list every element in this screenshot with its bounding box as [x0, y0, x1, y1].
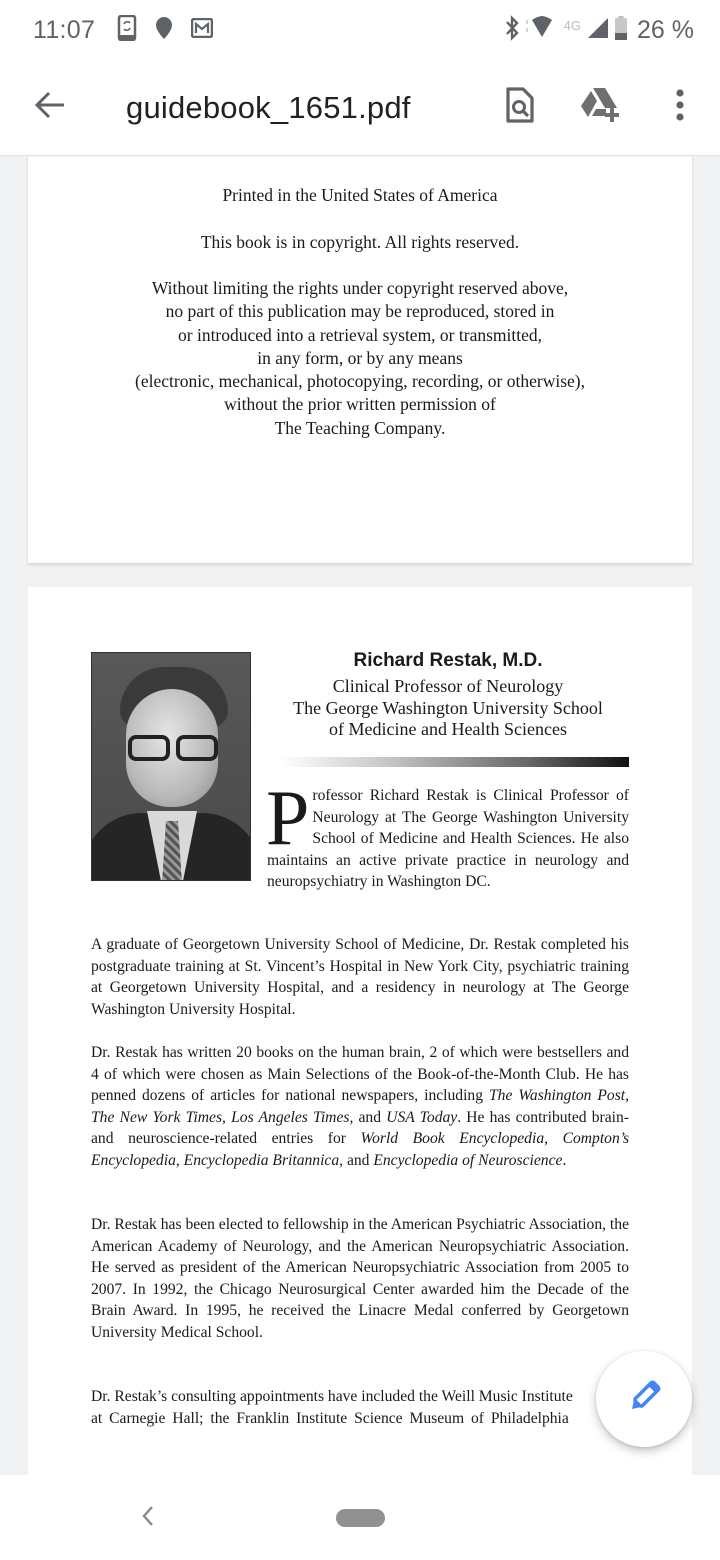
add-to-drive-button[interactable] [560, 60, 640, 156]
affiliation-line: of Medicine and Health Sciences [329, 719, 567, 740]
arrow-back-icon [34, 91, 66, 124]
pdf-page-biography [28, 587, 692, 1475]
drop-cap: P [266, 774, 310, 861]
affiliation-line: Clinical Professor of Neurology [332, 676, 564, 696]
wifi-icon [526, 16, 558, 45]
drive-add-icon [579, 86, 621, 129]
consulting-line: Dr. Restak’s consulting appointments have included the Weill Music Institute [91, 1388, 573, 1405]
author-photo [91, 652, 251, 881]
find-in-page-button[interactable] [480, 60, 560, 156]
battery-percent: 26 % [637, 15, 694, 44]
system-nav-bar [0, 1475, 720, 1560]
find-in-page-icon [505, 86, 535, 129]
rights-line: or introduced into a retrieval system, or transmitted, [178, 324, 542, 345]
edit-fab-button[interactable] [596, 1351, 692, 1447]
home-pill-icon[interactable] [336, 1509, 385, 1527]
sync-phone-icon [117, 15, 137, 46]
author-name: Richard Restak, M.D. [353, 650, 543, 671]
bio-paragraph-honors: Dr. Restak has been elected to fellowship in the American Psychiatric Association, the American Academy of Neurology, and the American Neuropsychiatric Association. He served as president of the American Neuropsychiatric Association from 2005 to 2007. In 1992, the Chicago Neurosurgical Center awarded him the Decade of the Brain Award. In 1995, he received the Linacre Medal conferred by Georgetown University Medical School. [91, 1216, 629, 1341]
rights-line: Without limiting the rights under copyright reserved above, [151, 278, 569, 298]
status-bar [0, 0, 720, 60]
pdf-page-copyright [28, 157, 692, 563]
bio-paragraph-publications: Dr. Restak has written 20 books on the human brain, 2 of which were bestsellers and 4 of which were chosen as Main Selections of the Book-of-the-Month Club. He has penned dozens of articles for national newspapers, including The Washington Post, The New York Times, Los Angeles Times, and USA Today. He has contributed brain- and neuroscience-related entries for World Book Encyclopedia, Compton’s Encyclopedia, Encyclopedia Britannica, and Encyclopedia of Neuroscience. [91, 1044, 630, 1169]
more-options-button[interactable] [640, 60, 720, 156]
rights-line: no part of this publication may be reproduced, stored in [165, 301, 555, 322]
affiliation-line: The George Washington University School [293, 697, 603, 718]
intro-text: rofessor Richard Restak is Clinical Professor of Neurology at The George Washington University School of Medicine and Health Sciences. He also maintains an active private practice in neurology and neuropsychiatry in Washington DC. [267, 787, 629, 891]
consulting-line: at Carnegie Hall; the Franklin Institute Science Museum of Philadelphia [91, 1409, 569, 1427]
copyright-text: This book is in copyright. All rights reserved. [200, 232, 520, 252]
bluetooth-icon [504, 15, 520, 46]
printed-in-text: Printed in the United States of America [222, 185, 498, 205]
rights-line: without the prior written permission of [224, 394, 496, 415]
app-bar [0, 60, 720, 156]
edit-pencil-icon [625, 1378, 663, 1421]
battery-icon [615, 16, 627, 45]
gmail-icon [191, 18, 213, 43]
bio-paragraph-consulting [91, 1386, 631, 1429]
back-button[interactable] [0, 60, 100, 156]
clock: 11:07 [33, 15, 96, 44]
rights-line: (electronic, mechanical, photocopying, recording, or otherwise), [135, 371, 585, 392]
location-pin-icon [155, 16, 173, 45]
4g-icon: 4G [563, 17, 582, 33]
document-title: guidebook_1651.pdf [126, 89, 411, 125]
nav-back-button[interactable] [130, 1503, 166, 1533]
nav-back-icon [141, 1505, 155, 1532]
gradient-divider [280, 757, 629, 767]
rights-paragraph [28, 277, 692, 440]
pdf-viewer[interactable] [0, 157, 720, 1475]
bio-paragraph-education: A graduate of Georgetown University School of Medicine, Dr. Restak completed his postgraduate training at St. Vincent’s Hospital in New York City, psychiatric training at Georgetown University Hospital, and a residency in neurology at The George Washington University Hospital. [91, 936, 629, 1018]
rights-line: The Teaching Company. [274, 417, 446, 438]
author-affiliation [268, 676, 628, 741]
intro-paragraph [266, 774, 629, 893]
cell-signal-icon [587, 17, 609, 44]
more-vert-icon [675, 89, 685, 126]
rights-line: in any form, or by any means [257, 347, 463, 368]
